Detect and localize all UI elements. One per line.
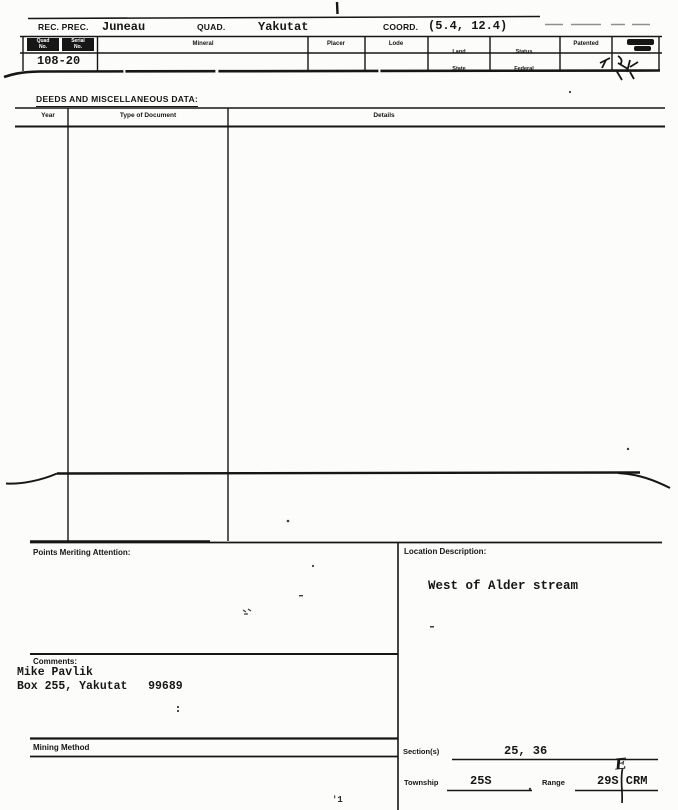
- quad-label: QUAD.: [197, 22, 226, 32]
- details-column-header: Details: [373, 112, 395, 119]
- quad-no-header: [27, 38, 59, 51]
- type-of-document-column-header: Type of Document: [119, 112, 177, 119]
- comments-address-line: Box 255, Yakutat 99689: [17, 680, 183, 693]
- land-state-line1: Land: [452, 48, 466, 55]
- sections-value: 25, 36: [504, 744, 548, 758]
- top-tick-mark: [337, 2, 338, 14]
- range-handwritten-correction: E: [614, 754, 628, 774]
- serial-no-header: [62, 38, 94, 51]
- township-value: 25S: [470, 774, 492, 788]
- illegible-header-smudge: [627, 39, 654, 45]
- sections-label: Section(s): [403, 747, 440, 756]
- location-description-value: West of Alder stream: [428, 579, 579, 593]
- illegible-header-smudge-2: [634, 46, 651, 51]
- points-meriting-attention-label: Points Meriting Attention:: [33, 548, 131, 557]
- serial-no-header-line1: Serial: [71, 38, 85, 44]
- scan-specks: [177, 91, 629, 790]
- placer-column-header: Placer: [326, 41, 346, 47]
- page-curl-right: [618, 473, 670, 488]
- page-curl-left: [6, 474, 57, 484]
- stray-horizontal-rule: [57, 473, 640, 474]
- mineral-column-header: Mineral: [192, 41, 214, 47]
- coord-value: (5.4, 12.4): [428, 19, 508, 33]
- stray-page-mark: '1: [332, 795, 343, 805]
- lode-column-header: Lode: [388, 41, 404, 47]
- status-federal-column-header: [514, 38, 534, 84]
- quad-serial-number-value: 108-20: [37, 54, 81, 68]
- mining-method-label: Mining Method: [33, 743, 90, 752]
- township-label: Township: [404, 778, 439, 787]
- land-state-line2: State: [452, 65, 466, 72]
- range-value: 29S CRM: [597, 774, 648, 788]
- status-federal-line1: Status: [515, 48, 533, 55]
- handwritten-mark: [600, 56, 638, 80]
- deeds-section-heading: DEEDS AND MISCELLANEOUS DATA:: [36, 94, 198, 107]
- rec-prec-label: REC. PREC.: [38, 22, 89, 32]
- coord-label: COORD.: [383, 22, 419, 32]
- quad-no-header-line1: Quad: [36, 38, 50, 44]
- quad-value: Yakutat: [258, 20, 309, 34]
- range-label: Range: [542, 778, 565, 787]
- claim-table-bottom-rule: [4, 71, 660, 78]
- status-federal-line2: Federal: [514, 65, 534, 72]
- patented-column-header: Patented: [573, 41, 599, 47]
- comments-label: Comments:: [33, 657, 78, 666]
- comments-name-line: Mike Pavlik: [17, 666, 93, 679]
- year-column-header: Year: [41, 112, 55, 119]
- quad-no-header-line2: No.: [38, 43, 48, 50]
- land-state-column-header: [452, 38, 465, 84]
- serial-no-header-line2: No.: [73, 43, 83, 50]
- location-description-label: Location Description:: [404, 547, 487, 556]
- rec-prec-value: Juneau: [102, 20, 146, 34]
